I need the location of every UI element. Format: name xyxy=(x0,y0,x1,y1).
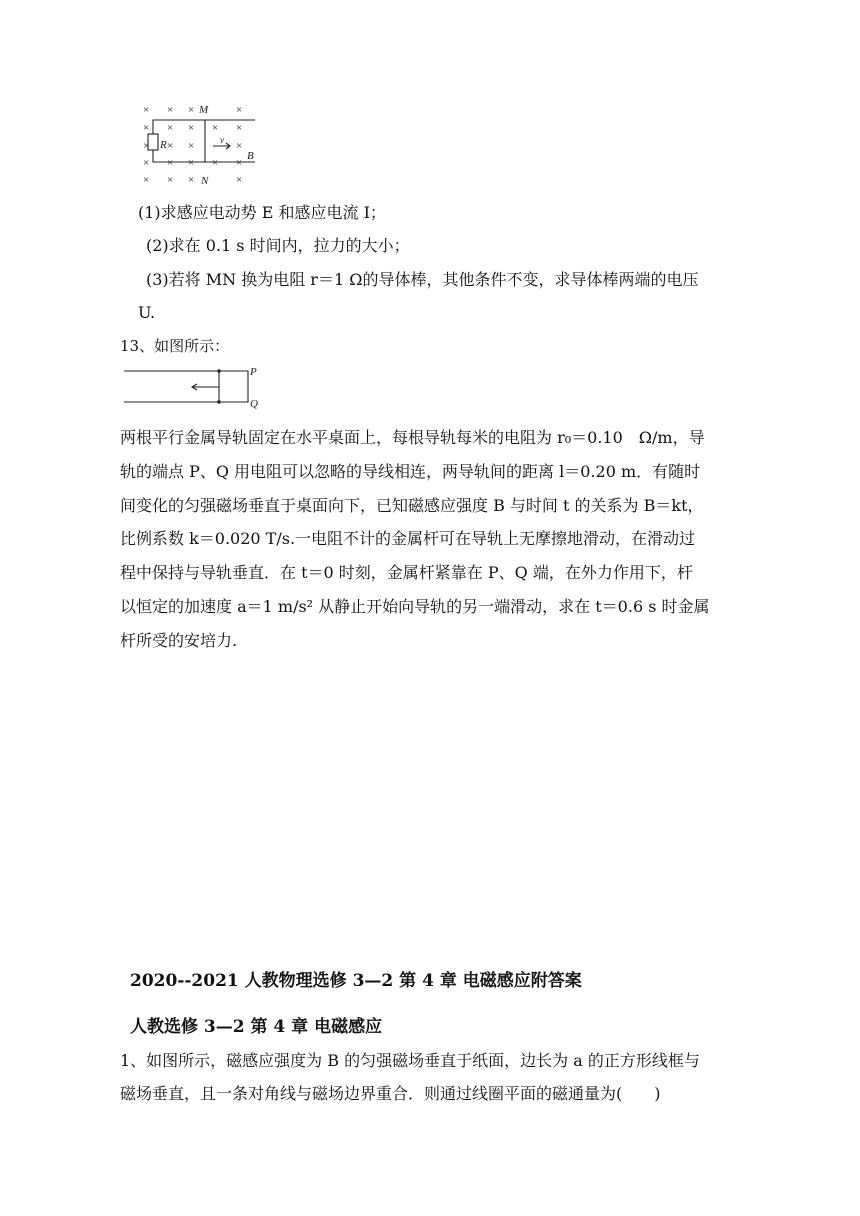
label-n: N xyxy=(201,175,209,187)
svg-text:×: × xyxy=(167,140,174,152)
label-v: v xyxy=(220,135,224,145)
label-r: R xyxy=(160,139,167,151)
svg-text:×: × xyxy=(212,122,219,134)
rail-figure xyxy=(122,364,267,410)
svg-text:×: × xyxy=(143,157,150,169)
svg-text:×: × xyxy=(188,157,195,169)
q13-text-line-7: 杆所受的安培力. xyxy=(120,631,238,650)
svg-text:×: × xyxy=(236,174,243,186)
svg-text:×: × xyxy=(167,157,174,169)
svg-text:×: × xyxy=(188,104,195,116)
svg-text:×: × xyxy=(167,122,174,134)
svg-text:×: × xyxy=(167,174,174,186)
q13-text-line-5: 程中保持与导轨垂直．在 t＝0 时刻，金属杆紧靠在 P、Q 端，在外力作用下，杆 xyxy=(120,563,693,582)
q13-text-line-2: 轨的端点 P、Q 用电阻可以忽略的导线相连，两导轨间的距离 l＝0.20 m．有随时 xyxy=(120,462,701,481)
section-title: 人教选修 3—2 第 4 章 电磁感应 xyxy=(130,1017,383,1037)
svg-text:×: × xyxy=(236,140,243,152)
q1-line-2: 磁场垂直，且一条对角线与磁场边界重合．则通过线圈平面的磁通量为( ) xyxy=(120,1084,661,1103)
svg-text:×: × xyxy=(188,140,195,152)
q13-text-line-6: 以恒定的加速度 a＝1 m/s² 从静止开始向导轨的另一端滑动，求在 t＝0.6 s 时金属 xyxy=(120,597,710,616)
svg-text:×: × xyxy=(143,140,150,152)
q1-line-1: 1、如图所示，磁感应强度为 B 的匀强磁场垂直于纸面，边长为 a 的正方形线框与 xyxy=(120,1051,700,1070)
label-q: Q xyxy=(250,398,258,410)
svg-text:×: × xyxy=(143,174,150,186)
label-b: B xyxy=(247,150,254,162)
q13-intro: 13、如图所示： xyxy=(120,337,230,355)
svg-text:×: × xyxy=(236,157,243,169)
q12-part3: (3)若将 MN 换为电阻 r＝1 Ω的导体棒，其他条件不变，求导体棒两端的电压 xyxy=(146,270,699,289)
q12-part2: (2)求在 0.1 s 时间内，拉力的大小； xyxy=(146,236,410,255)
q13-text-line-1: 两根平行金属导轨固定在水平桌面上，每根导轨每米的电阻为 r₀＝0.10 Ω/m，导 xyxy=(120,428,705,447)
document-title: 2020--2021 人教物理选修 3—2 第 4 章 电磁感应附答案 xyxy=(130,971,582,991)
svg-text:×: × xyxy=(188,122,195,134)
svg-text:×: × xyxy=(143,104,150,116)
svg-text:×: × xyxy=(188,174,195,186)
q12-part1: (1)求感应电动势 E 和感应电流 I； xyxy=(138,203,386,222)
circuit-figure xyxy=(135,98,270,190)
svg-text:×: × xyxy=(236,104,243,116)
q12-part3-cont: U. xyxy=(138,303,156,322)
label-m: M xyxy=(199,104,209,116)
svg-text:×: × xyxy=(143,122,150,134)
svg-text:×: × xyxy=(167,104,174,116)
q13-text-line-4: 比例系数 k＝0.020 T/s.一电阻不计的金属杆可在导轨上无摩擦地滑动，在滑动过 xyxy=(120,529,696,548)
label-p: P xyxy=(250,366,257,378)
q13-text-line-3: 间变化的匀强磁场垂直于桌面向下，已知磁感应强度 B 与时间 t 的关系为 B＝kt， xyxy=(120,496,704,515)
svg-text:×: × xyxy=(236,122,243,134)
svg-text:×: × xyxy=(212,157,219,169)
